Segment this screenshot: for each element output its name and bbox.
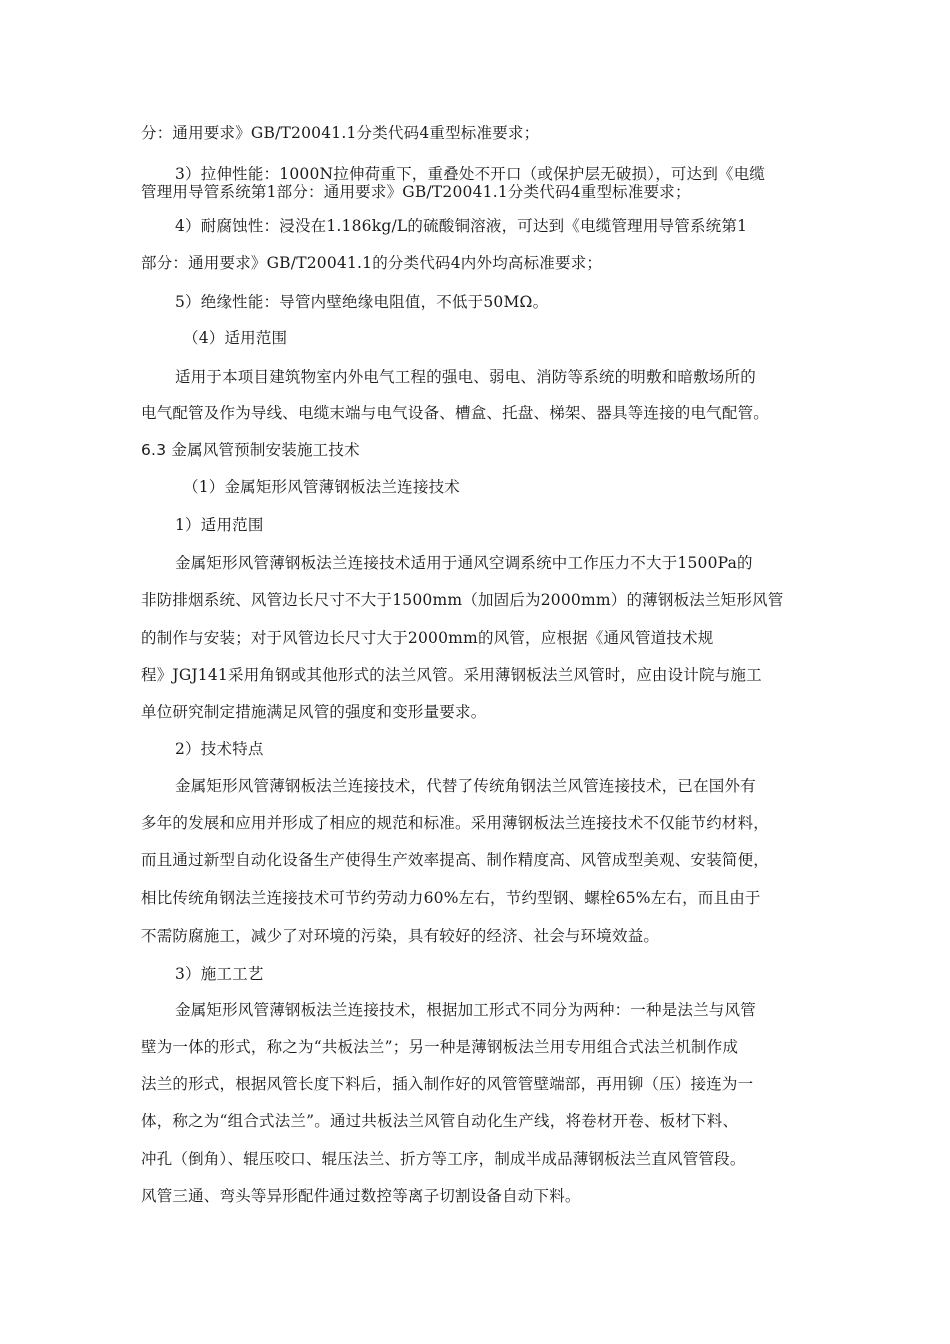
text-line: 壁为一体的形式，称之为“共板法兰”；另一种是薄钢板法兰用专用组合式法兰机制作成 [141,1038,739,1056]
text-line: 多年的发展和应用并形成了相应的规范和标准。采用薄钢板法兰连接技术不仅能节约材料， [141,814,770,832]
text-line: 法兰的形式，根据风管长度下料后，插入制作好的风管管壁端部，再用铆（压）接连为一 [141,1075,754,1093]
text-line: 适用于本项目建筑物室内外电气工程的强电、弱电、消防等系统的明敷和暗敷场所的 [175,368,756,386]
text-line: 冲孔（倒角）、辊压咬口、辊压法兰、折方等工序，制成半成品薄钢板法兰直风管管段。 [141,1150,746,1168]
text-line: 非防排烟系统、风管边长尺寸不大于1500mm（加固后为2000mm）的薄钢板法兰矩形风管 [141,591,784,609]
text-line: 程》JGJ141采用角钢或其他形式的法兰风管。采用薄钢板法兰风管时，应由设计院与施工 [141,666,762,684]
text-line: 单位研究制定措施满足风管的强度和变形量要求。 [141,703,487,721]
text-line: （1）金属矩形风管薄钢板法兰连接技术 [183,478,460,496]
text-line: 体，称之为“组合式法兰”。通过共板法兰风管自动化生产线，将卷材开卷、板材下料、 [141,1112,739,1130]
text-line: 而且通过新型自动化设备生产使得生产效率提高、制作精度高、风管成型美观、安装简便， [141,851,770,869]
text-line: 3）施工工艺 [175,965,264,983]
text-line: 的制作与安装；对于风管边长尺寸大于2000mm的风管，应根据《通风管道技术规 [141,629,714,647]
text-line: 部分：通用要求》GB/T20041.1的分类代码4内外均高标准要求； [141,254,603,272]
text-line: 金属矩形风管薄钢板法兰连接技术适用于通风空调系统中工作压力不大于1500Pa的 [175,554,753,572]
text-line: 金属矩形风管薄钢板法兰连接技术，代替了传统角钢法兰风管连接技术，已在国外有 [175,777,756,795]
text-line: 风管三通、弯头等异形配件通过数控等离子切割设备自动下料。 [141,1187,581,1205]
section-heading: 6.3 金属风管预制安装施工技术 [141,441,360,459]
text-line: 相比传统角钢法兰连接技术可节约劳动力60%左右，节约型钢、螺栓65%左右，而且由于 [141,889,761,907]
text-line: 金属矩形风管薄钢板法兰连接技术，根据加工形式不同分为两种：一种是法兰与风管 [175,1001,756,1019]
text-line: 电气配管及作为导线、电缆末端与电气设备、槽盒、托盘、梯架、器具等连接的电气配管。 [141,404,770,422]
text-line: 5）绝缘性能：导管内壁绝缘电阻值，不低于50MΩ。 [175,293,549,311]
text-line: 管理用导管系统第1部分：通用要求》GB/T20041.1分类代码4重型标准要求； [141,183,691,201]
text-line: 3）拉伸性能：1000N拉伸荷重下，重叠处不开口（或保护层无破损），可达到《电缆 [175,165,766,183]
text-line: 1）适用范围 [175,516,264,534]
text-line: 2）技术特点 [175,740,264,758]
text-line: 不需防腐施工，减少了对环境的污染，具有较好的经济、社会与环境效益。 [141,927,660,945]
text-line: 分：通用要求》GB/T20041.1分类代码4重型标准要求； [141,124,540,142]
text-line: 4）耐腐蚀性：浸没在1.186kg/L的硫酸铜溶液，可达到《电缆管理用导管系统第1 [175,217,748,235]
text-line: （4）适用范围 [183,329,288,347]
